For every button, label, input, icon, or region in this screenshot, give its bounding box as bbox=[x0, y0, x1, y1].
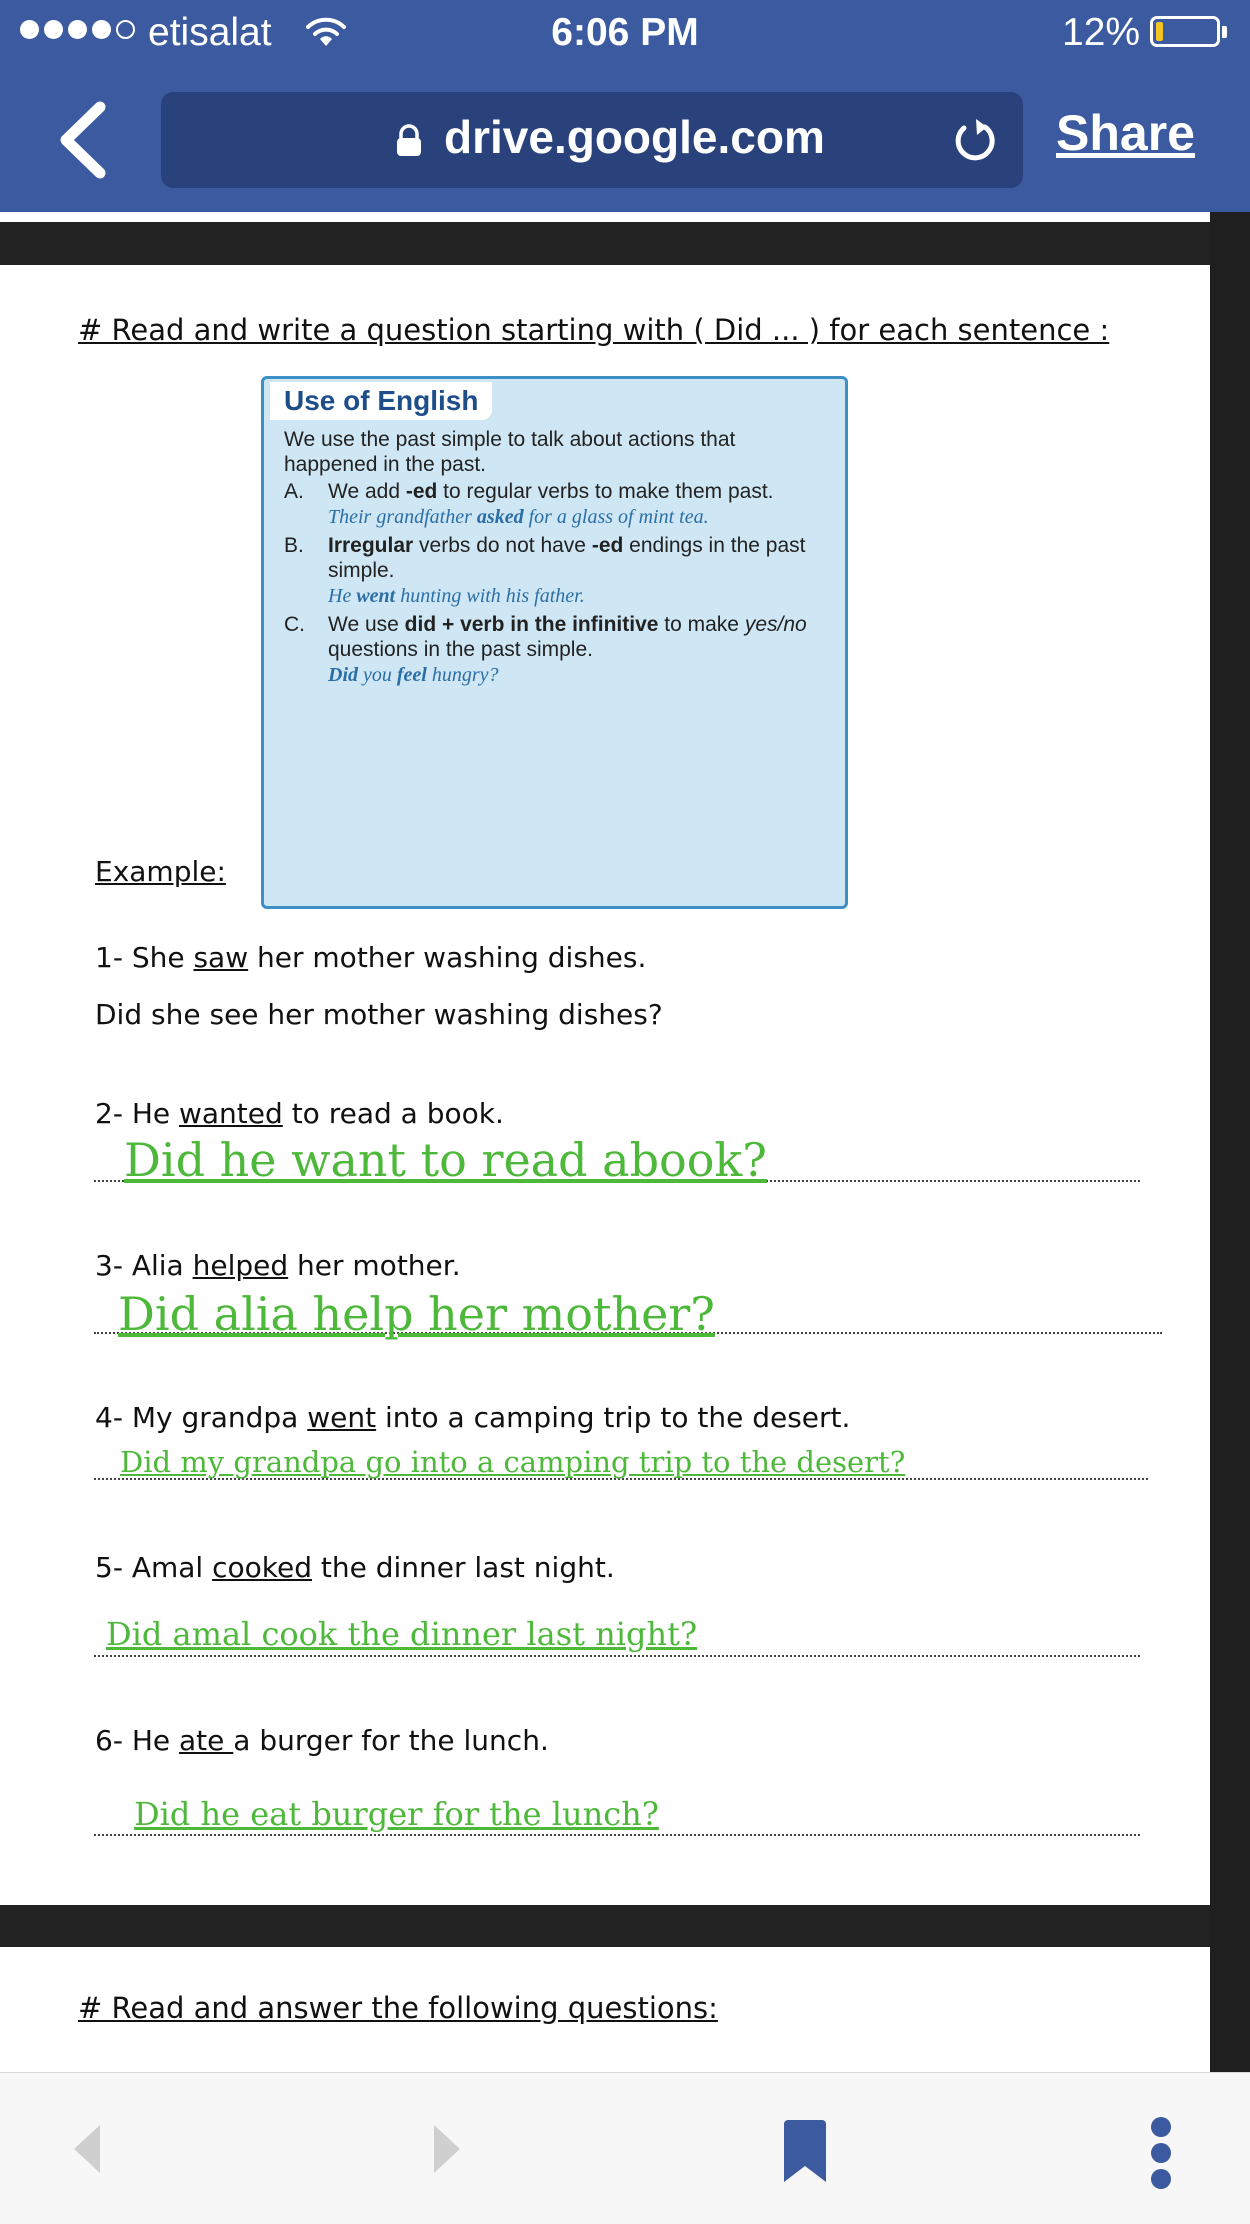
reload-icon[interactable] bbox=[949, 114, 1003, 172]
uoe-c-label: C. bbox=[284, 613, 305, 636]
uoe-example-b: He went hunting with his father. bbox=[328, 585, 585, 607]
use-of-english-title: Use of English bbox=[270, 382, 492, 420]
use-of-english-box bbox=[261, 376, 848, 909]
exercise-sentence-6: 6- He ate a burger for the lunch. bbox=[95, 1724, 549, 1757]
battery-percent: 12% bbox=[1062, 11, 1141, 54]
answer-4[interactable]: Did my grandpa go into a camping trip to the desert? bbox=[120, 1445, 906, 1479]
exercise-sentence-5: 5- Amal cooked the dinner last night. bbox=[95, 1551, 615, 1584]
section-heading-did-questions: # Read and write a question starting with ( Did ... ) for each sentence : bbox=[78, 313, 1110, 347]
uoe-b-label: B. bbox=[284, 534, 304, 557]
forward-arrow-icon[interactable] bbox=[432, 2123, 462, 2179]
exercise-sentence-4: 4- My grandpa went into a camping trip to the desert. bbox=[95, 1401, 851, 1434]
example-label: Example: bbox=[95, 855, 226, 888]
uoe-rule-b: Irregular verbs do not have -ed endings in the past simple. bbox=[328, 534, 806, 582]
answer-line-6 bbox=[94, 1834, 1140, 1836]
status-bar bbox=[0, 0, 1250, 66]
exercise-sentence-3: 3- Alia helped her mother. bbox=[95, 1249, 461, 1282]
address-bar[interactable] bbox=[161, 92, 1023, 188]
uoe-intro: We use the past simple to talk about actions that happened in the past. bbox=[284, 428, 736, 476]
uoe-rule-c: We use did + verb in the infinitive to make yes/no questions in the past simple. bbox=[328, 613, 807, 661]
section-heading-answer-questions: # Read and answer the following questions: bbox=[78, 1991, 718, 2025]
exercise-sentence-1: 1- She saw her mother washing dishes. bbox=[95, 941, 647, 974]
answer-2[interactable]: Did he want to read abook? bbox=[124, 1133, 767, 1187]
viewer-scroll-rail[interactable] bbox=[1210, 212, 1250, 2072]
uoe-example-c: Did you feel hungry? bbox=[328, 664, 499, 686]
battery-icon bbox=[1150, 16, 1220, 47]
share-button[interactable]: Share bbox=[1056, 105, 1195, 161]
lock-icon bbox=[393, 124, 425, 162]
answer-line-5 bbox=[94, 1655, 1140, 1657]
battery-tip bbox=[1222, 26, 1227, 38]
uoe-example-a: Their grandfather asked for a glass of mint tea. bbox=[328, 506, 709, 528]
answer-5[interactable]: Did amal cook the dinner last night? bbox=[106, 1615, 698, 1653]
previous-page-edge bbox=[0, 212, 1210, 222]
carrier-name: etisalat bbox=[148, 11, 272, 54]
chevron-left-icon bbox=[52, 95, 112, 185]
url-text: drive.google.com bbox=[444, 111, 825, 163]
uoe-a-label: A. bbox=[284, 480, 304, 503]
more-icon[interactable] bbox=[1148, 2117, 1174, 2193]
bookmark-icon[interactable] bbox=[782, 2120, 828, 2188]
back-arrow-icon[interactable] bbox=[72, 2123, 102, 2179]
exercise-sentence-2: 2- He wanted to read a book. bbox=[95, 1097, 504, 1130]
document-page bbox=[0, 265, 1210, 1905]
browser-top-bar bbox=[0, 0, 1250, 212]
answer-6[interactable]: Did he eat burger for the lunch? bbox=[134, 1795, 659, 1833]
example-answer-1: Did she see her mother washing dishes? bbox=[95, 998, 663, 1031]
browser-bottom-toolbar bbox=[0, 2072, 1250, 2224]
clock: 6:06 PM bbox=[551, 11, 699, 54]
uoe-rule-a: We add -ed to regular verbs to make them past. bbox=[328, 480, 774, 503]
answer-3[interactable]: Did alia help her mother? bbox=[118, 1287, 715, 1341]
back-button[interactable] bbox=[52, 95, 122, 185]
document-page-2 bbox=[0, 1947, 1210, 2072]
